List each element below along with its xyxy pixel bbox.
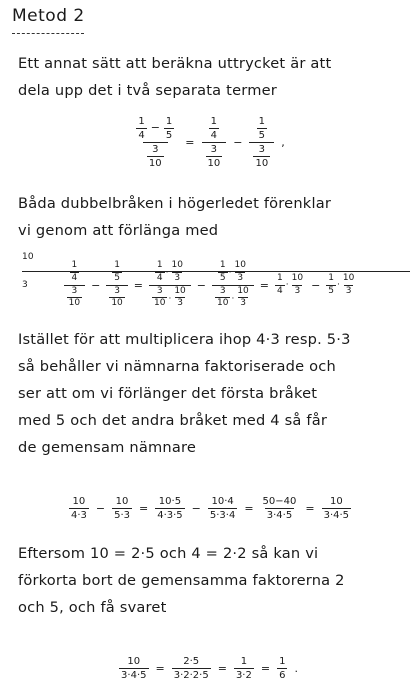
inline-fraction: 10 3 <box>22 244 410 299</box>
text-line: Eftersom 10 = 2·5 och 4 = 2·2 så kan vi <box>18 545 319 562</box>
paragraph-common-denominator <box>18 326 410 461</box>
compound-fraction: $\frac{1}{4}$ − $\frac{1}{5}$ $\frac{3}{10}$ <box>138 115 173 169</box>
answer-fraction: $\frac{1}{6}$ <box>279 655 286 681</box>
paragraph-cancel-factors <box>18 540 410 621</box>
equation-expand: $\frac{\frac{1}{4}}{\frac{3}{10}}$ − $\frac{\frac{1}{5}}{\frac{3}{10}}$ = $\frac{1}{4}$ · $\frac{10}{3}$ $\frac{3}{10}$ · $\frac{10}{3}$ − $\frac{1}{5}$ · $\frac{10}{3}$ $\frac{3}{10}$ · $\frac{10}{3}$ = $\frac{1}{4}$ · $\frac{10}{3}$ − $\frac{1}{5}$ · $\frac{10}{3}$ <box>0 254 420 316</box>
equation-final-answer: $\frac{10}{3\cdot 4\cdot 5}$ = $\frac{2\cdot 5}{3\cdot 2\cdot 2\cdot 5}$ = $\frac{1}{3\cdot 2}$ = $\frac{1}{6}$ . <box>121 655 298 681</box>
text-line: förkorta bort de gemensamma faktorerna 2 <box>18 572 345 589</box>
equation-split-terms: $\frac{1}{4}$ − $\frac{1}{5}$ $\frac{3}{10}$ = $\frac{\frac{1}{4}}{\frac{3}{10}}$ − $\frac{\frac{1}{5}}{\frac{3}{10}}$ , <box>0 112 420 172</box>
paragraph-intro <box>18 50 410 104</box>
text-line: ser att om vi förlänger det första bråket <box>18 385 318 402</box>
text-line: Istället för att multiplicera ihop 4·3 resp. 5·3 <box>18 331 351 348</box>
text-line: så behåller vi nämnarna faktoriserade och <box>18 358 336 375</box>
text-line: de gemensam nämnare <box>18 439 197 456</box>
equation-common-denominator: $\frac{10}{4\cdot 3}$ − $\frac{10}{5\cdot 3}$ = $\frac{10\cdot 5}{4\cdot 3\cdot 5}$ − $\frac{10\cdot 4}{5\cdot 3\cdot 4}$ = $\frac{50-40}{3\cdot 4\cdot 5}$ = $\frac{10}{3\cdot 4\cdot 5}$ <box>70 495 350 521</box>
text-line: och 5, och få svaret <box>18 599 167 616</box>
text-line: Båda dubbelbråken i högerledet förenklar <box>18 195 332 212</box>
section-title: Metod 2 <box>12 6 85 26</box>
compound-fraction: $\frac{\frac{1}{4}}{\frac{3}{10}}$ <box>202 116 227 169</box>
text-line: Ett annat sätt att beräkna uttrycket är att <box>18 55 332 72</box>
text-line: vi genom att förlänga med 10 3 <box>18 217 410 299</box>
compound-fraction: $\frac{\frac{1}{5}}{\frac{3}{10}}$ <box>249 116 274 169</box>
text-line: dela upp det i två separata termer <box>18 82 278 99</box>
title-underline <box>12 33 84 34</box>
text-line: med 5 och det andra bråket med 4 så får <box>18 412 328 429</box>
